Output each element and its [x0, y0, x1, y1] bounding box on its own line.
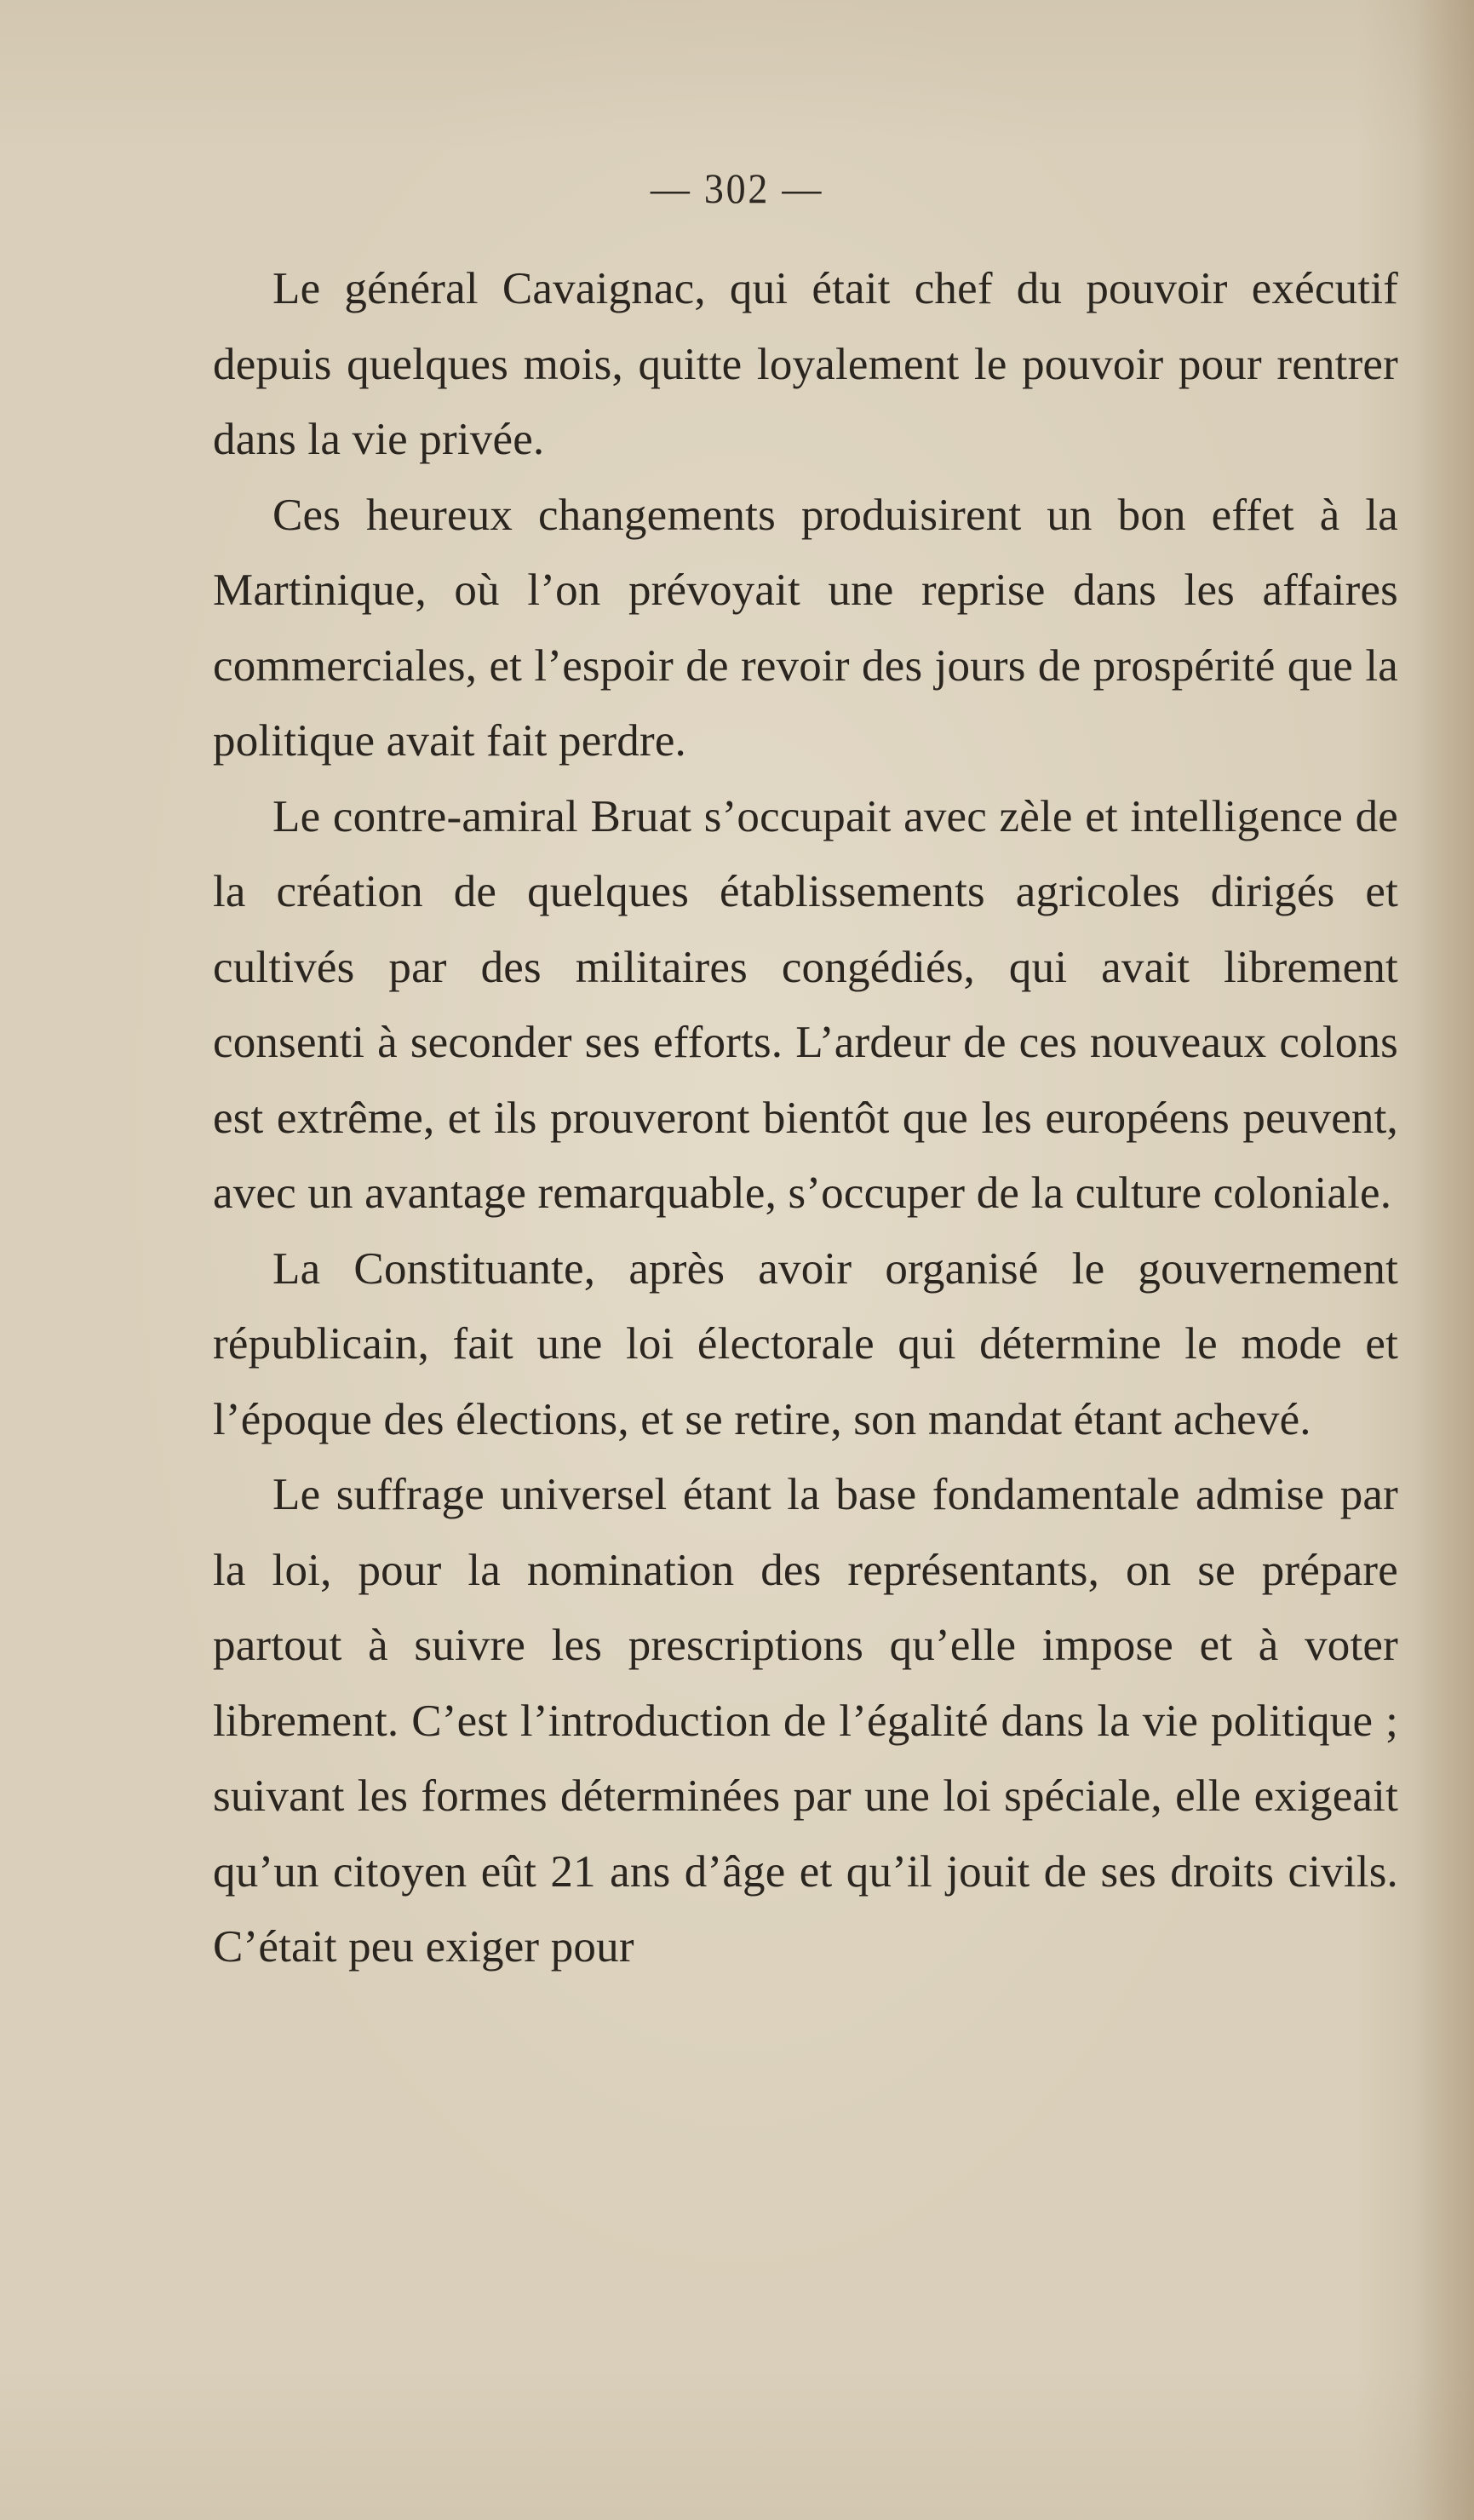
- paragraph: La Constituante, après avoir organisé le gouvernement républicain, fait une loi électorale qui détermine le mode et l’époque des élections, et se retire, son mandat étant achevé.: [213, 1243, 1398, 1444]
- page-edge-shadow: [1414, 0, 1474, 2520]
- page-number: — 302 —: [650, 164, 824, 212]
- paragraph: Le suffrage universel étant la base fondamentale admise par la loi, pour la nomination des représentants, on se prépare partout à suivre les prescriptions qu’elle impose et à voter librement. C’est l’introduction de l’égalité dans la vie politique ; suivant les formes déterminées par une loi spéciale, elle exigeait qu’un citoyen eût 21 ans d’âge et qu’il jouit de ses droits civils. C’était peu exiger pour: [213, 1470, 1398, 1972]
- paragraph: Le contre-amiral Bruat s’occupait avec zèle et intelligence de la création de quelques établissements agricoles dirigés et cultivés par des militaires congédiés, qui avait librement consenti à seconder ses efforts. L’ardeur de ces nouveaux colons est extrême, et ils prouveront bientôt que les européens peuvent, avec un avantage remarquable, s’occuper de la culture coloniale.: [213, 791, 1398, 1218]
- paragraph: Ces heureux changements produisirent un bon effet à la Martinique, où l’on prévoyait une reprise dans les affaires commerciales, et l’espoir de revoir des jours de prospérité que la politique avait fait perdre.: [213, 490, 1398, 766]
- body-text: [213, 251, 1398, 1985]
- paragraph: Le général Cavaignac, qui était chef du pouvoir exécutif depuis quelques mois, quitte loyalement le pouvoir pour rentrer dans la vie privée.: [213, 264, 1398, 464]
